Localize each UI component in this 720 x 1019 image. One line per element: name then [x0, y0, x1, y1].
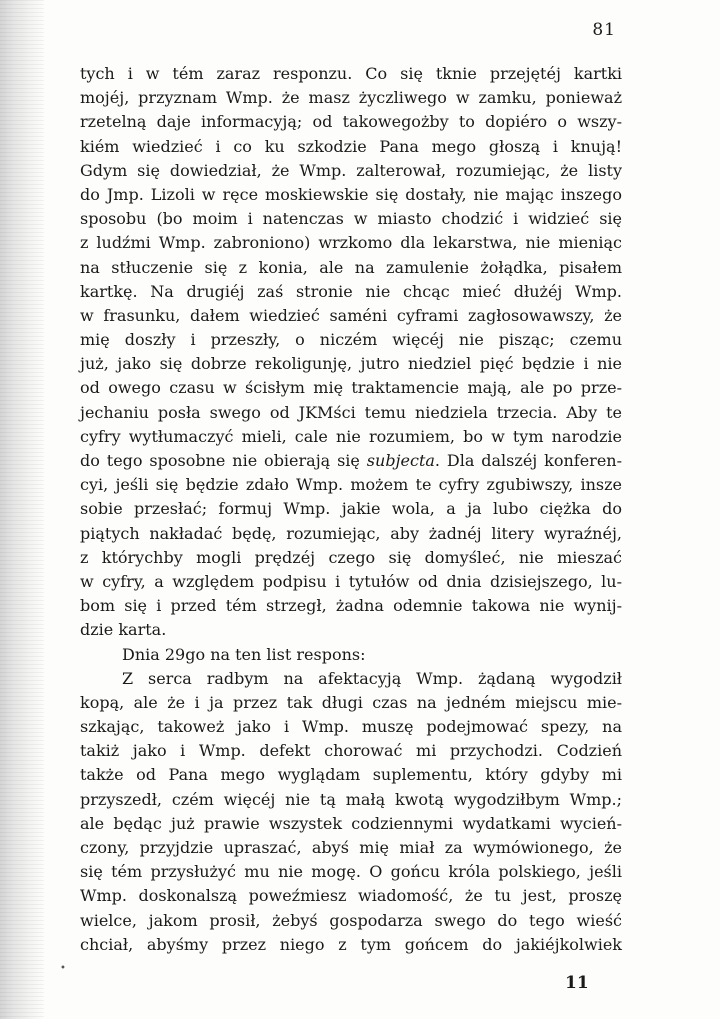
- text-line: rzetelną daje informacyją; od takowegożby to dopiéro o wszy-: [80, 112, 622, 132]
- page-number: 81: [592, 20, 616, 40]
- text-line: bom się i przed tém strzegł, żadna odemnie takowa nie wynij-: [80, 596, 622, 616]
- text-line: do tego sposobne nie obierają się subjecta. Dla dalszéj konferen-: [80, 451, 622, 470]
- text-line: do Jmp. Lizoli w ręce moskiewskie się dostały, nie mając inszego: [80, 184, 622, 204]
- text-line: już, jako się dobrze rekoligunję, jutro niedziel pięć będzie i nie: [80, 354, 622, 374]
- text-line: czony, przyjdzie upraszać, abyś mię miał za wymówionego, że: [80, 838, 622, 857]
- text-line: wielce, jakom prosił, żebyś gospodarza swego do tego wieść: [80, 910, 622, 930]
- text-line: Dnia 29go na ten list respons:: [122, 644, 366, 664]
- text-line: takiż jako i Wmp. defekt chorować mi przychodzi. Codzień: [80, 741, 622, 761]
- text-line: w frasunku, dałem wiedzieć saméni cyframi zagłosowawszy, że: [80, 305, 622, 325]
- text-line: w cyfry, a względem podpisu i tytułów od dnia dzisiejszego, lu-: [80, 571, 622, 591]
- text-line: mojéj, przyznam Wmp. że masz życzliwego w zamku, ponieważ: [80, 88, 622, 108]
- text-line: z którychby mogli prędzéj czego się domyśleć, nie mieszać: [80, 547, 622, 567]
- text-line: sobie przesłać; formuj Wmp. jakie wola, a ja lubo ciężka do: [80, 499, 622, 519]
- text-line: dzie karta.: [80, 620, 167, 640]
- text-line: się tém przysłużyć mu nie mogę. O gońcu króla polskiego, jeśli: [80, 862, 622, 882]
- text-line: mię doszły i przeszły, o niczém więcéj nie pisząc; czemu: [80, 330, 622, 350]
- text-line: Gdym się dowiedział, że Wmp. zalterował, rozumiejąc, że listy: [80, 160, 622, 180]
- text-line: kartkę. Na drugiéj zaś stronie nie chcąc mieć dłużéj Wmp.: [80, 281, 622, 301]
- text-line: z ludźmi Wmp. zabroniono) wrzkomo dla lekarstwa, nie mieniąc: [80, 233, 622, 253]
- text-line: sposobu (bo moim i natenczas w miasto chodzić i widzieć się: [80, 209, 622, 229]
- binding-gutter: [0, 0, 44, 1019]
- text-line: piątych nakładać będę, rozumiejąc, aby żadnéj litery wyraźnéj,: [80, 523, 622, 543]
- text-line: cyi, jeśli się będzie zdało Wmp. możem te cyfry zgubiwszy, insze: [80, 475, 622, 495]
- text-line: Wmp. doskonalszą poweźmiesz wiadomość, że tu jest, proszę: [80, 886, 622, 906]
- text-line: chciał, abyśmy przez niego z tym gońcem do jakiéjkolwiek: [80, 934, 622, 954]
- text-line: kiém wiedzieć i co ku szkodzie Pana mego głoszą i knują!: [80, 136, 622, 156]
- text-line: jechaniu posła swego od JKMści temu niedziela trzecia. Aby te: [80, 402, 622, 422]
- text-line: kopą, ale że i ja przez tak długi czas na jedném miejscu mie-: [80, 692, 622, 712]
- text-line: szkając, takoweż jako i Wmp. muszę podejmować spezy, na: [80, 717, 622, 737]
- text-line: tych i w tém zaraz responzu. Co się tknie przejętéj kartki: [80, 64, 622, 83]
- body-text: [80, 62, 622, 957]
- signature-mark: 11: [565, 973, 589, 993]
- text-line: Z serca radbym na afektacyją Wmp. żądaną wygodził: [122, 668, 622, 688]
- text-line: przyszedł, czém więcéj nie tą małą kwotą wygodziłbym Wmp.;: [80, 789, 622, 809]
- margin-dot: •: [60, 963, 66, 974]
- text-line: na stłuczenie się z konia, ale na zamulenie żołądka, pisałem: [80, 257, 622, 277]
- text-line: od owego czasu w ścisłym mię traktamencie mają, ale po prze-: [80, 378, 622, 398]
- text-line: także od Pana mego wyglądam suplementu, który gdyby mi: [80, 765, 622, 785]
- text-line: cyfry wytłumaczyć mieli, cale nie rozumiem, bo w tym narodzie: [80, 426, 622, 446]
- text-line: ale będąc już prawie wszystek codziennymi wydatkami wycień-: [80, 813, 622, 833]
